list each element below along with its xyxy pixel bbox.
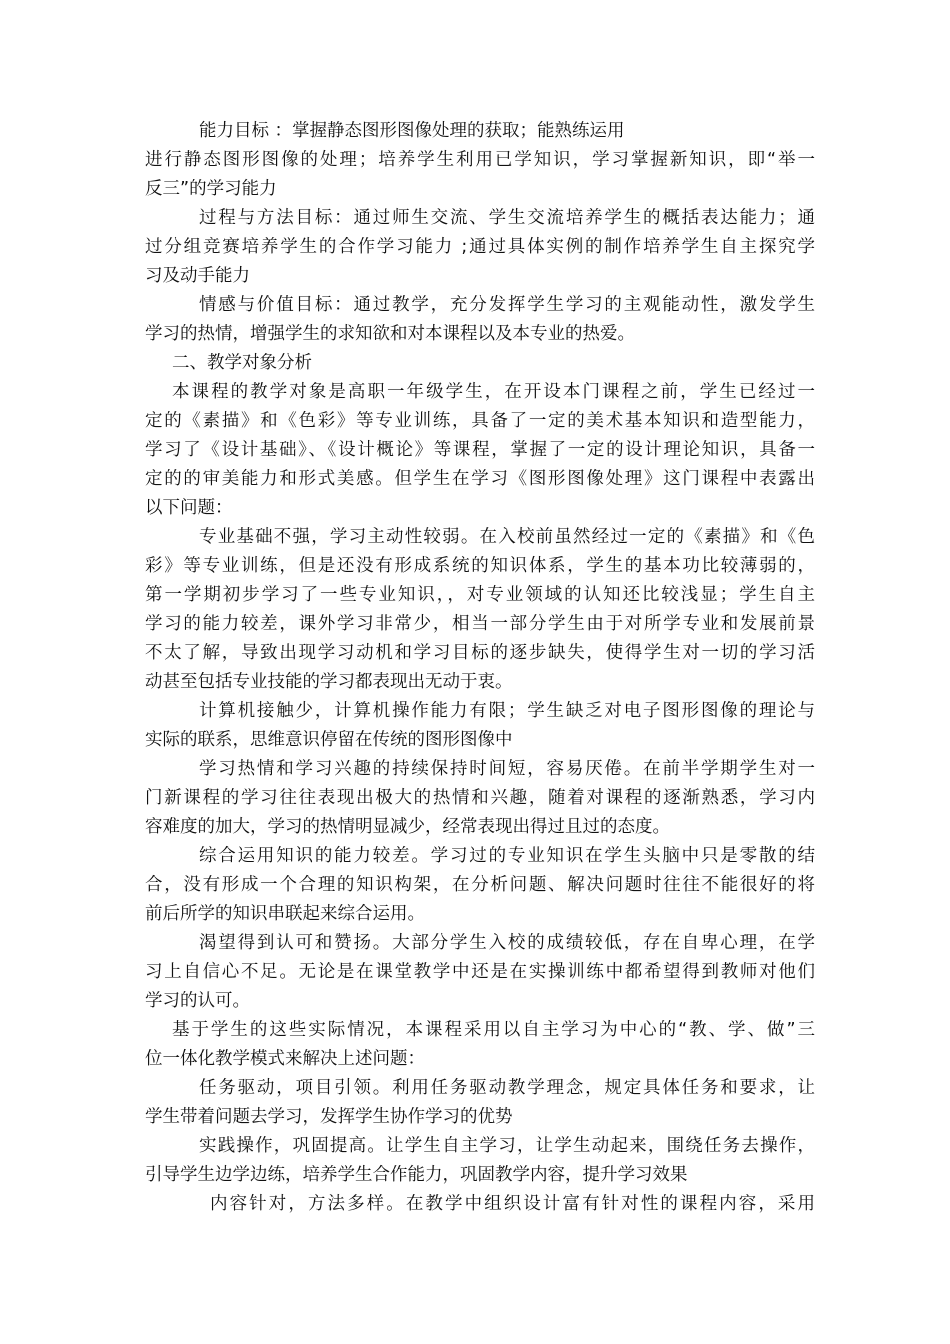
analysis-line-3: 学习了《设计基础》、《设计概论》等课程，掌握了一定的设计理论知识，具备一	[145, 440, 815, 460]
problem-4-line-1: 综合运用知识的能力较差。学习过的专业知识在学生头脑中只是零散的结	[199, 846, 815, 866]
analysis-line-2: 定的《素描》和《色彩》等专业训练，具备了一定的美术基本知识和造型能力，	[145, 411, 815, 431]
method-3-line-1: 内容针对，方法多样。在教学中组织设计富有针对性的课程内容，采用	[210, 1194, 815, 1214]
process-goal-line-1: 过程与方法目标：通过师生交流、学生交流培养学生的概括表达能力；通	[199, 208, 815, 228]
process-goal-line-3: 习及动手能力	[145, 266, 250, 286]
method-1-line-2: 学生带着问题去学习，发挥学生协作学习的优势	[145, 1107, 513, 1127]
analysis-line-1: 本课程的教学对象是高职一年级学生，在开设本门课程之前，学生已经过一	[172, 382, 815, 402]
emotion-goal-line-2: 学习的热情，增强学生的求知欲和对本课程以及本专业的热爱。	[145, 324, 635, 344]
problem-4-line-2: 合，没有形成一个合理的知识构架，在分析问题、解决问题时往往不能很好的将	[145, 875, 815, 895]
analysis-line-5: 以下问题：	[145, 498, 233, 518]
problem-2-line-2: 实际的联系，思维意识停留在传统的图形图像中	[145, 730, 513, 750]
method-2-line-2: 引导学生边学边练，培养学生合作能力，巩固教学内容，提升学习效果	[145, 1165, 688, 1185]
problem-1-line-1: 专业基础不强，学习主动性较弱。在入校前虽然经过一定的《素描》和《色	[199, 527, 815, 547]
problem-5-line-1: 渴望得到认可和赞扬。大部分学生入校的成绩较低，存在自卑心理，在学	[199, 933, 815, 953]
emotion-goal-line-1: 情感与价值目标：通过教学，充分发挥学生学习的主观能动性，激发学生	[199, 295, 815, 315]
problem-1-line-6: 动甚至包括专业技能的学习都表现出无动于衷。	[145, 672, 513, 692]
problem-1-line-3: 第一学期初步学习了一些专业知识，，对专业领域的认知还比较浅显；学生自主	[145, 585, 815, 605]
problem-1-line-5: 不太了解，导致出现学习动机和学习目标的逐步缺失，使得学生对一切的学习活	[145, 643, 815, 663]
ability-goal-line-1: 能力目标 ：掌握静态图形图像处理的获取；能熟练运用	[199, 121, 625, 141]
method-2-line-1: 实践操作，巩固提高。让学生自主学习，让学生动起来，围绕任务去操作，	[199, 1136, 815, 1156]
problem-5-line-3: 学习的认可。	[145, 991, 250, 1011]
problem-3-line-1: 学习热情和学习兴趣的持续保持时间短，容易厌倦。在前半学期学生对一	[199, 759, 815, 779]
problem-4-line-3: 前后所学的知识串联起来综合运用。	[145, 904, 425, 924]
ability-goal-line-3: 反三”的学习能力	[145, 179, 277, 199]
problem-3-line-3: 容难度的加大，学习的热情明显减少，经常表现出得过且过的态度。	[145, 817, 670, 837]
ability-goal-line-2: 进行静态图形图像的处理；培养学生利用已学知识，学习掌握新知识，即“举一	[145, 150, 815, 170]
process-goal-line-2: 过分组竞赛培养学生的合作学习能力 ;通过具体实例的制作培养学生自主探究学	[145, 237, 815, 257]
problem-3-line-2: 门新课程的学习往往表现出极大的热情和兴趣，随着对课程的逐渐熟悉，学习内	[145, 788, 815, 808]
problem-5-line-2: 习上自信心不足。无论是在课堂教学中还是在实操训练中都希望得到教师对他们	[145, 962, 815, 982]
problem-2-line-1: 计算机接触少，计算机操作能力有限；学生缺乏对电子图形图像的理论与	[199, 701, 815, 721]
section-heading: 二、教学对象分析	[172, 353, 312, 373]
problem-1-line-2: 彩》等专业训练，但是还没有形成系统的知识体系，学生的基本功比较薄弱的，	[145, 556, 815, 576]
model-line-2: 位一体化教学模式来解决上述问题：	[145, 1049, 425, 1069]
analysis-line-4: 定的的审美能力和形式美感。但学生在学习《图形图像处理》这门课程中表露出	[145, 469, 815, 489]
model-line-1: 基于学生的这些实际情况，本课程采用以自主学习为中心的“教、学、做”三	[172, 1020, 815, 1040]
problem-1-line-4: 学习的能力较差，课外学习非常少，相当一部分学生由于对所学专业和发展前景	[145, 614, 815, 634]
method-1-line-1: 任务驱动，项目引领。利用任务驱动教学理念，规定具体任务和要求，让	[199, 1078, 815, 1098]
